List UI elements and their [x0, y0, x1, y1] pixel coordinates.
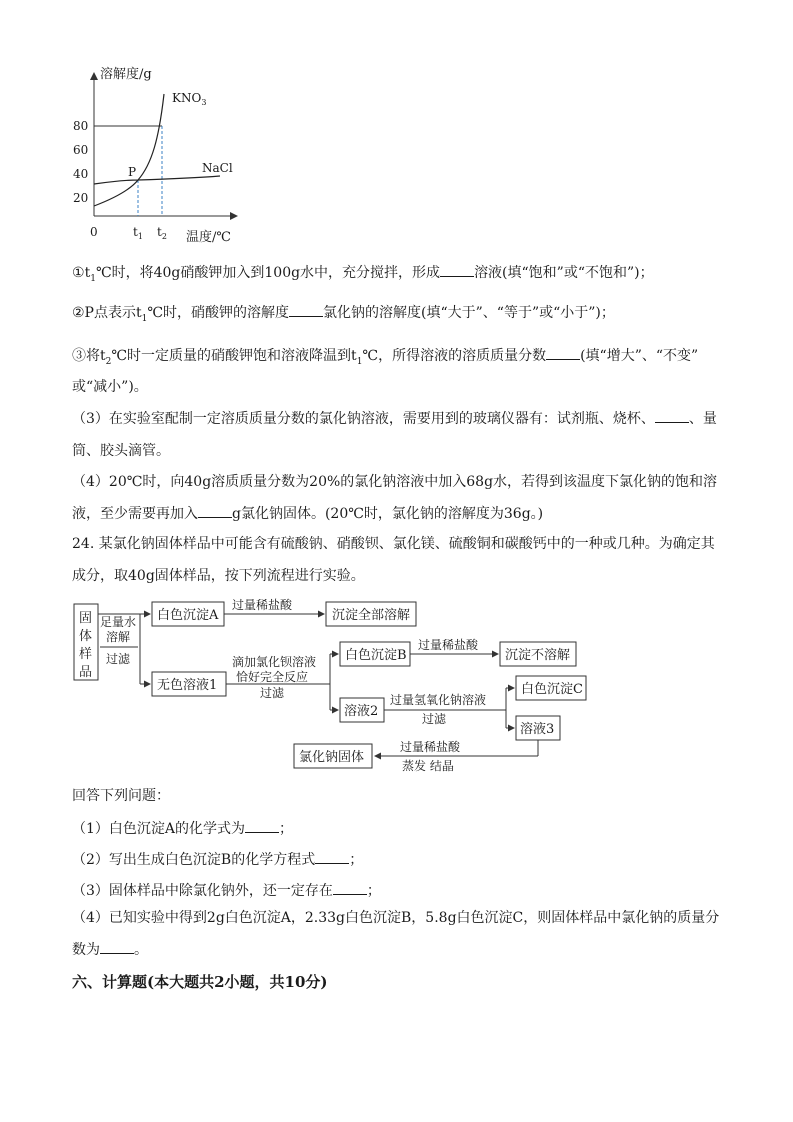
naoh-label: 过滤 — [422, 712, 447, 726]
naoh-label: 过量氢氧化钠溶液 — [390, 693, 487, 707]
q23-sub1: $①t_1℃$时，将40g硝酸钾加入到100g水中，充分搅拌，形成 溶液(填“饱和”或“不饱和”)； — [72, 260, 654, 289]
answer-blank[interactable] — [333, 878, 367, 895]
point-p-label: P — [128, 165, 137, 179]
answer-blank[interactable] — [198, 501, 232, 518]
q23-sub3: ③将$t_2℃$时一定质量的硝酸钾饱和溶液降温到$t_1℃$，所得溶液的溶质质量分数 (填“增大”、“不变” — [72, 343, 698, 372]
x-tick-t2: $t_2$ — [157, 225, 167, 241]
answer-blank[interactable] — [655, 406, 689, 423]
sample-char: 品 — [79, 665, 93, 680]
solubility-chart — [60, 58, 260, 248]
experiment-flowchart — [70, 596, 590, 778]
q24-a4: （4）已知实验中得到2g白色沉淀A，2.33g白色沉淀B，5.8g白色沉淀C，则固体样品中氯化钠的质量分数为 。 — [72, 910, 720, 958]
step1-label: 溶解 — [106, 630, 131, 644]
y-tick-label: 60 — [73, 143, 89, 157]
step1-label: 足量水 — [100, 615, 137, 629]
answer-blank[interactable] — [440, 260, 474, 277]
answer-blank[interactable] — [245, 816, 279, 833]
dissolve-all-text: 沉淀全部溶解 — [332, 608, 411, 623]
sample-char: 体 — [79, 629, 93, 644]
y-tick-label: 40 — [73, 167, 89, 181]
sample-char: 固 — [79, 611, 93, 626]
q23-sub2: ②P点表示$t_1℃$时，硝酸钾的溶解度 氯化钠的溶解度(填“大于”、“等于”或“小于”)； — [72, 300, 615, 329]
answer-blank[interactable] — [289, 300, 323, 317]
sample-char: 样 — [79, 647, 93, 662]
ppt-a-text: 白色沉淀A — [157, 608, 219, 623]
bacl2-label: 恰好完全反应 — [236, 670, 309, 684]
kno3-label: $KNO_3$ — [172, 91, 207, 107]
answer-blank[interactable] — [546, 343, 580, 360]
nacl-label: NaCl — [202, 161, 233, 175]
q24-intro: 24. 某氯化钠固体样品中可能含有硫酸钠、硝酸钡、氯化镁、硫酸铜和碳酸钙中的一种或几种。为确定其成分，取40g固体样品，按下列流程进行实验。 — [72, 536, 715, 584]
bacl2-label: 过滤 — [260, 686, 285, 700]
kno3-curve — [94, 94, 164, 206]
q23-part3: （3）在实验室配制一定溶质质量分数的氯化钠溶液，需要用到的玻璃仪器有：试剂瓶、烧杯、 、量筒、胶头滴管。 — [72, 403, 727, 467]
filtrate2-text: 溶液2 — [344, 704, 379, 719]
ppt-c-text: 白色沉淀C — [521, 682, 583, 697]
origin-label: 0 — [90, 225, 98, 239]
acid3-label: 过量稀盐酸 — [400, 740, 461, 754]
y-tick-label: 20 — [73, 191, 89, 205]
no-dissolve-text: 沉淀不溶解 — [505, 648, 571, 663]
y-tick-label: 80 — [73, 119, 89, 133]
answer-prompt: 回答下列问题： — [72, 788, 170, 804]
x-tick-t1: $t_1$ — [133, 225, 143, 241]
filtrate3-text: 溶液3 — [520, 722, 555, 737]
acid1-label: 过量稀盐酸 — [232, 598, 293, 612]
answer-blank[interactable] — [100, 937, 134, 954]
answer-blank[interactable] — [315, 847, 349, 864]
q24-a1: （1）白色沉淀A的化学式为 ； — [72, 816, 293, 839]
q24-a3: （3）固体样品中除氯化钠外，还一定存在 ； — [72, 878, 381, 901]
acid2-label: 过量稀盐酸 — [418, 638, 479, 652]
section-6-heading: 六、计算题(本大题共2小题，共10分) — [72, 973, 328, 991]
acid3-label: 蒸发 结晶 — [402, 759, 454, 773]
nacl-curve — [94, 176, 220, 184]
q24-a2: （2）写出生成白色沉淀B的化学方程式 ； — [72, 847, 363, 870]
q23-part4: （4）20℃时，向40g溶质质量分数为20%的氯化钠溶液中加入68g水，若得到该温度下氯化钠的饱和溶液，至少需要再加入 g氯化钠固体。(20℃时，氯化钠的溶解度为36g。) — [72, 474, 718, 522]
ppt-b-text: 白色沉淀B — [345, 648, 407, 663]
filtrate1-text: 无色溶液1 — [157, 678, 218, 693]
y-axis-label: 溶解度/g — [100, 67, 152, 82]
bacl2-label: 滴加氯化钡溶液 — [232, 655, 317, 669]
x-axis-label: 温度/℃ — [186, 230, 231, 245]
nacl-solid-text: 氯化钠固体 — [299, 750, 365, 765]
step1-label: 过滤 — [106, 652, 131, 666]
q23-sub3-cont: 或“减小”)。 — [72, 379, 148, 395]
